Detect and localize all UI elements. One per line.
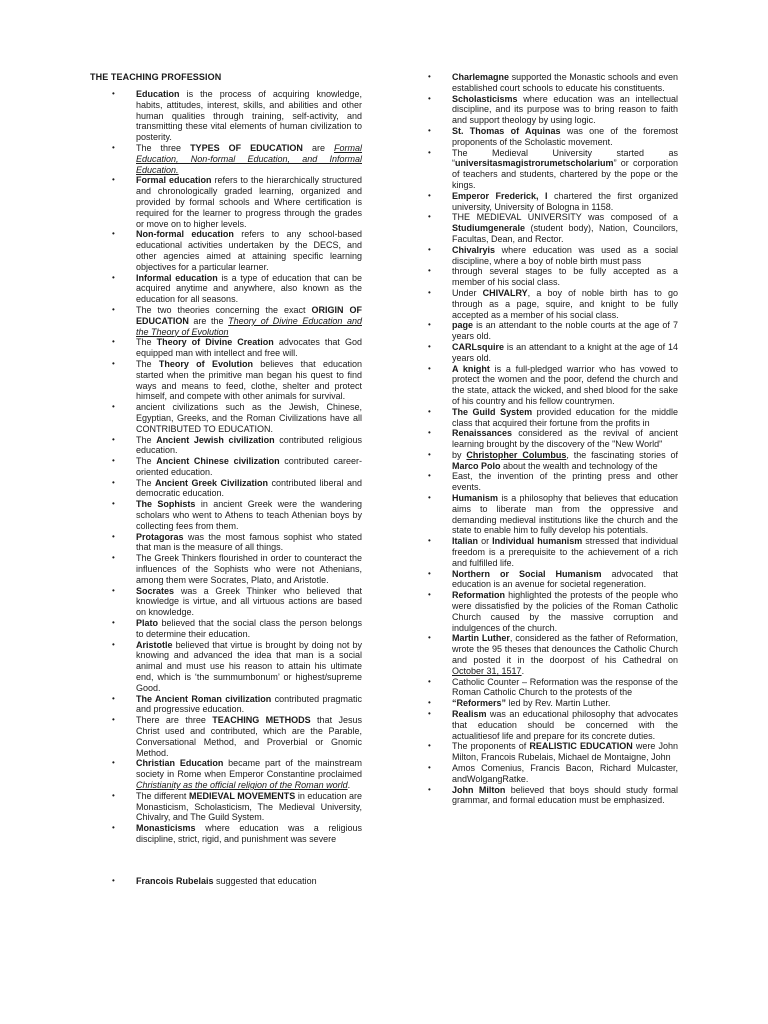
bullet-item: • THE MEDIEVAL UNIVERSITY was composed of a Studiumgenerale (student body), Nation, Councilors, Facultas, Dean, and Rector. [428,212,678,244]
bullet-item: • There are three TEACHING METHODS that Jesus Christ used and contributed, which are the Parable, Conversational Method, and Proverbial or Gnomic Method. [112,715,362,758]
bullet-item: • Martin Luther, considered as the father of Reformation, wrote the 95 theses that denounces the Catholic Church and posted it in the doorpost of his Cathedral on October 31, 1517. [428,633,678,676]
bullet-item: • through several stages to be fully accepted as a member of his social class. [428,266,678,288]
bullet-item: • by Christopher Columbus, the fascinating stories of Marco Polo about the wealth and technology of the [428,450,678,472]
bullet-item: • The Greek Thinkers flourished in order to counteract the influences of the Sophists who were not Athenians, among them were Socrates, Plato, and Aristotle. [112,553,362,585]
bullet-item: • St. Thomas of Aquinas was one of the foremost proponents of the Scholastic movement. [428,126,678,148]
bullet-item: • Protagoras was the most famous sophist who stated that man is the measure of all things. [112,532,362,554]
bullet-item: • Renaissances considered as the revival of ancient learning brought by the discovery of the "New World" [428,428,678,450]
bullet-item: • “Reformers” led by Rev. Martin Luther. [428,698,678,709]
bullet-item: • Realism was an educational philosophy that advocates that education should be concerned with the actualitiesof life and prepare for its concrete duties. [428,709,678,741]
bullet-item: • CARLsquire is an attendant to a knight at the age of 14 years old. [428,342,678,364]
bullet-item: • page is an attendant to the noble courts at the age of 7 years old. [428,320,678,342]
left-column [112,89,362,887]
bullet-item: • Plato believed that the social class the person belongs to determine their education. [112,618,362,640]
bullet-item: • Socrates was a Greek Thinker who believed that knowledge is virtue, and all virtuous actions are based on knowledge. [112,586,362,618]
bullet-item: • Informal education is a type of education that can be acquired anytime and anywhere, also known as the education for all seasons. [112,273,362,305]
document-title: THE TEACHING PROFESSION [90,72,222,82]
bullet-item: • Formal education refers to the hierarchically structured and chronologically graded learning, organized and provided by formal schools and Where certification is required for the learner to progress through the grades or move on to higher levels. [112,175,362,229]
bullet-item: • The three TYPES OF EDUCATION are Formal Education, Non-formal Education, and Informal Education. [112,143,362,175]
bullet-item: • Chivalryis where education was used as a social discipline, where a boy of noble birth must pass [428,245,678,267]
bullet-item: • A knight is a full-pledged warrior who has vowed to protect the women and the poor, defend the church and the state, attack the wicked, and shed blood for the sake of his country and his fellow countrymen. [428,364,678,407]
bullet-item: • The Ancient Jewish civilization contributed religious education. [112,435,362,457]
bullet-item: • Reformation highlighted the protests of the people who were dissatisfied by the policies of the Roman Catholic Church caused by the massive corruption and indulgences of the church. [428,590,678,633]
bullet-item: • Monasticisms where education was a religious discipline, strict, rigid, and punishment was severe [112,823,362,845]
bullet-item: • Italian or Individual humanism stressed that individual freedom is a prerequisite to the achievement of a rich and fulfilled life. [428,536,678,568]
bullet-item: • The Sophists in ancient Greek were the wandering scholars who went to Athens to teach Athenian boys by collecting fees from them. [112,499,362,531]
bullet-item: • The proponents of REALISTIC EDUCATION were John Milton, Francois Rubelais, Michael de Montaigne, John [428,741,678,763]
bullet-item: • The Theory of Evolution believes that education started when the primitive man began his quest to find ways and means to feed, clothe, shelter and protect himself, and compete with other animals for survival. [112,359,362,402]
bullet-item: • Northern or Social Humanism advocated that education is an avenue for societal regeneration. [428,569,678,591]
bullet-item: • The different MEDIEVAL MOVEMENTS in education are Monasticism, Scholasticism, The Medieval University, Chivalry, and The Guild System. [112,791,362,823]
bullet-item: • Under CHIVALRY, a boy of noble birth has to go through as a page, squire, and knight to be fully accepted as a member of his social class. [428,288,678,320]
bullet-item: • The Ancient Chinese civilization contributed career-oriented education. [112,456,362,478]
bullet-item: • Education is the process of acquiring knowledge, habits, attitudes, interest, skills, and abilities and other human qualities through training, self-activity, and transmitting these vital elements of human civilization to posterity. [112,89,362,143]
bullet-item: • Aristotle believed that virtue is brought by doing not by knowing and advanced the idea that man is a social animal and must use his reason to attain his ultimate end, which is ‘the summumbonum’ or highest/supreme Good. [112,640,362,694]
bullet-item: • The Ancient Greek Civilization contributed liberal and democratic education. [112,478,362,500]
bullet-item: • Emperor Frederick, I chartered the first organized university, University of Bologna in 1158. [428,191,678,213]
bullet-item: • Non-formal education refers to any school-based educational activities undertaken by the DECS, and other agencies aimed at attaining specific learning objectives for a particular learner. [112,229,362,272]
bullet-item: • The Medieval University started as “universitasmagistrorumetscholarium” or corporation of teachers and students, chartered by the pope or the kings. [428,148,678,191]
bullet-item: • Catholic Counter – Reformation was the response of the Roman Catholic Church to the protests of the [428,677,678,699]
bullet-item: • East, the invention of the printing press and other events. [428,471,678,493]
bullet-item: • John Milton believed that boys should study formal grammar, and formal education must be emphasized. [428,785,678,807]
bullet-item: • ancient civilizations such as the Jewish, Chinese, Egyptian, Greeks, and the Roman Civilizations have all CONTRIBUTED TO EDUCATION. [112,402,362,434]
bullet-item: • Francois Rubelais suggested that education [112,876,362,887]
bullet-item: • Humanism is a philosophy that believes that education aims to liberate man from the oppressive and demanding medieval institutions like the church and the state to enable him to fully develop his potentials. [428,493,678,536]
bullet-item: • Charlemagne supported the Monastic schools and even established court schools to educate his constituents. [428,72,678,94]
bullet-item: • Christian Education became part of the mainstream society in Rome when Emperor Constantine proclaimed Christianity as the official religion of the Roman world. [112,758,362,790]
bullet-item: • Amos Comenius, Francis Bacon, Richard Mulcaster, andWolgangRatke. [428,763,678,785]
right-column [428,72,678,806]
bullet-item: • The two theories concerning the exact ORIGIN OF EDUCATION are the Theory of Divine Education and the Theory of Evolution [112,305,362,337]
bullet-item: • The Guild System provided education for the middle class that acquired their fortune from the profits in [428,407,678,429]
bullet-item: • The Theory of Divine Creation advocates that God equipped man with intellect and free will. [112,337,362,359]
bullet-item: • Scholasticisms where education was an intellectual discipline, and its purpose was to bring reason to faith and support theology by using logic. [428,94,678,126]
bullet-item: • The Ancient Roman civilization contributed pragmatic and progressive education. [112,694,362,716]
